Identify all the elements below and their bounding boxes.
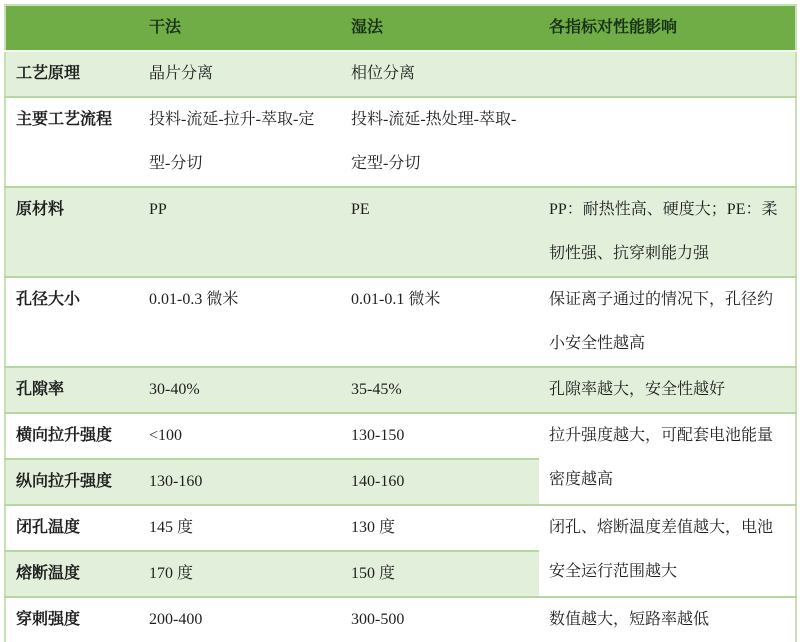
wet-process-value: 140-160 bbox=[341, 459, 539, 505]
row-label: 原材料 bbox=[5, 187, 139, 277]
table-row bbox=[5, 97, 796, 187]
row-label: 横向拉升强度 bbox=[5, 413, 139, 459]
header-row bbox=[5, 5, 796, 51]
separator-process-comparison-table bbox=[4, 4, 797, 642]
row-label: 闭孔温度 bbox=[5, 505, 139, 551]
dry-process-value: 0.01-0.3 微米 bbox=[139, 277, 341, 367]
dry-process-value: 170 度 bbox=[139, 551, 341, 597]
table-row bbox=[5, 597, 796, 642]
impact-value: 孔隙率越大，安全性越好 bbox=[539, 367, 796, 413]
row-label: 纵向拉升强度 bbox=[5, 459, 139, 505]
wet-process-value: 投料-流延-热处理-萃取-定型-分切 bbox=[341, 97, 539, 187]
table-body bbox=[5, 51, 796, 642]
impact-value: 拉升强度越大，可配套电池能量密度越高 bbox=[539, 413, 796, 505]
wet-process-value: PE bbox=[341, 187, 539, 277]
header-impact-on-performance: 各指标对性能影响 bbox=[539, 5, 796, 51]
impact-value: 保证离子通过的情况下，孔径约小安全性越高 bbox=[539, 277, 796, 367]
table-row bbox=[5, 277, 796, 367]
impact-value: 闭孔、熔断温度差值越大，电池安全运行范围越大 bbox=[539, 505, 796, 597]
dry-process-value: 投料-流延-拉升-萃取-定型-分切 bbox=[139, 97, 341, 187]
impact-value bbox=[539, 51, 796, 97]
table-header bbox=[5, 5, 796, 51]
row-label: 孔径大小 bbox=[5, 277, 139, 367]
dry-process-value: 30-40% bbox=[139, 367, 341, 413]
wet-process-value: 130 度 bbox=[341, 505, 539, 551]
dry-process-value: <100 bbox=[139, 413, 341, 459]
wet-process-value: 130-150 bbox=[341, 413, 539, 459]
impact-value bbox=[539, 97, 796, 187]
row-label: 主要工艺流程 bbox=[5, 97, 139, 187]
wet-process-value: 相位分离 bbox=[341, 51, 539, 97]
row-label: 孔隙率 bbox=[5, 367, 139, 413]
table-row bbox=[5, 51, 796, 97]
wet-process-value: 35-45% bbox=[341, 367, 539, 413]
dry-process-value: PP bbox=[139, 187, 341, 277]
row-label: 穿刺强度 bbox=[5, 597, 139, 642]
header-wet-process: 湿法 bbox=[341, 5, 539, 51]
header-dry-process: 干法 bbox=[139, 5, 341, 51]
impact-value: 数值越大，短路率越低 bbox=[539, 597, 796, 642]
wet-process-value: 150 度 bbox=[341, 551, 539, 597]
wet-process-value: 0.01-0.1 微米 bbox=[341, 277, 539, 367]
dry-process-value: 130-160 bbox=[139, 459, 341, 505]
impact-value: PP：耐热性高、硬度大；PE：柔韧性强、抗穿刺能力强 bbox=[539, 187, 796, 277]
header-blank-cell bbox=[5, 5, 139, 51]
row-label: 工艺原理 bbox=[5, 51, 139, 97]
row-label: 熔断温度 bbox=[5, 551, 139, 597]
dry-process-value: 200-400 bbox=[139, 597, 341, 642]
table-row bbox=[5, 187, 796, 277]
dry-process-value: 145 度 bbox=[139, 505, 341, 551]
dry-process-value: 晶片分离 bbox=[139, 51, 341, 97]
wet-process-value: 300-500 bbox=[341, 597, 539, 642]
table-row bbox=[5, 413, 796, 459]
table-row bbox=[5, 367, 796, 413]
table-row bbox=[5, 505, 796, 551]
